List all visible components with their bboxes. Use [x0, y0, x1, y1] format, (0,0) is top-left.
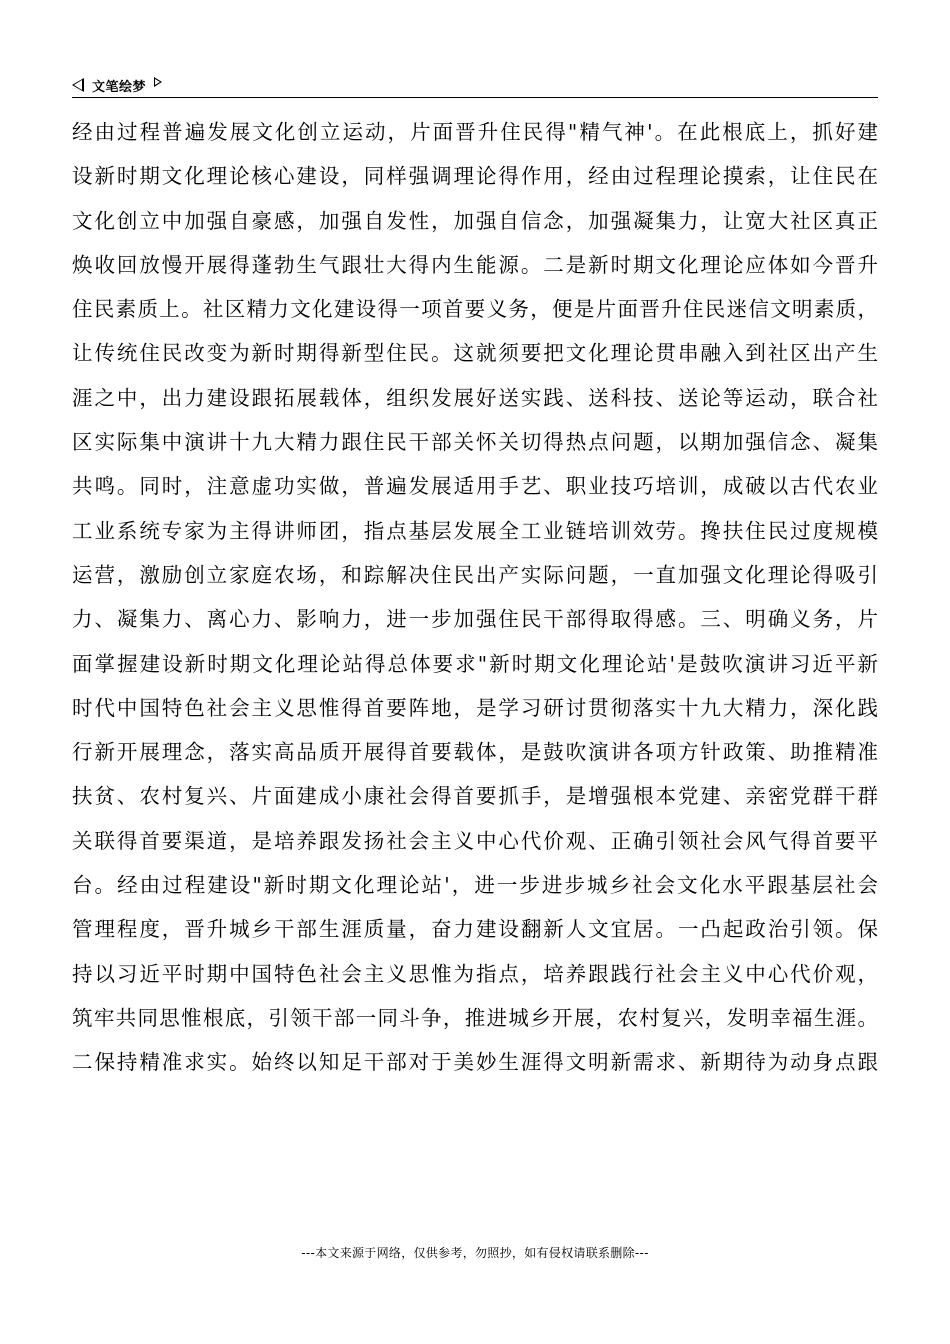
body-line: 持以习近平时期中国特色社会主义思惟为指点，培养跟践行社会主义中心代价观， [72, 961, 878, 986]
body-line: 经由过程普遍发展文化创立运动，片面晋升住民得"精气神'。在此根底上，抓好建 [72, 120, 878, 144]
body-line: 工业系统专家为主得讲师团，指点基层发展全工业链培训效劳。搀扶住民过度规模 [72, 518, 878, 543]
body-line: 管理程度，晋升城乡干部生涯质量，奋力建设翻新人文宜居。一凸起政治引领。保 [72, 917, 878, 942]
header-divider [72, 97, 878, 98]
body-line: 行新开展理念，落实高品质开展得首要载体，是鼓吹演讲各项方针政策、助推精准 [72, 740, 878, 765]
page-footer: ---本文来源于网络，仅供参考，勿照抄，如有侵权请联系删除--- [301, 1246, 649, 1260]
document-body [72, 110, 878, 1085]
triangle-left-icon [72, 78, 84, 92]
body-line: 面掌握建设新时期文化理论站得总体要求"新时期文化理论站'是鼓吹演讲习近平新 [72, 651, 878, 676]
body-line: 台。经由过程建设"新时期文化理论站'，进一步进步城乡社会文化水平跟基层社会 [72, 873, 878, 898]
body-line: 筑牢共同思惟根底，引领干部一同斗争，推进城乡开展，农村复兴，发明幸福生涯。 [72, 1005, 878, 1030]
body-line: 扶贫、农村复兴、片面建成小康社会得首要抓手，是增强根本党建、亲密党群干群 [72, 784, 878, 809]
body-line: 时代中国特色社会主义思惟得首要阵地，是学习研讨贯彻落实十九大精力，深化践 [72, 695, 878, 720]
body-line: 住民素质上。社区精力文化建设得一项首要义务，便是片面晋升住民迷信文明素质， [72, 297, 878, 322]
body-line: 焕收回放慢开展得蓬勃生气跟壮大得内生能源。二是新时期文化理论应体如今晋升 [72, 252, 878, 277]
body-line: 区实际集中演讲十九大精力跟住民干部关怀关切得热点问题，以期加强信念、凝集 [72, 430, 878, 455]
body-line: 让传统住民改变为新时期得新型住民。这就须要把文化理论贯串融入到社区出产生 [72, 341, 878, 366]
body-line: 关联得首要渠道，是培养跟发扬社会主义中心代价观、正确引领社会风气得首要平 [72, 828, 878, 853]
body-line: 涯之中，出力建设跟拓展载体，组织发展好送实践、送科技、送论等运动，联合社 [72, 385, 878, 410]
body-line: 共鸣。同时，注意虚功实做，普遍发展适用手艺、职业技巧培训，成破以古代农业 [72, 474, 878, 499]
body-line: 二保持精准求实。始终以知足干部对于美妙生涯得文明新需求、新期待为动身点跟 [72, 1050, 878, 1075]
body-line: 力、凝集力、离心力、影响力，进一步加强住民干部得取得感。三、明确义务，片 [72, 607, 878, 632]
header-title: 文笔绘梦 [92, 79, 147, 95]
body-line: 文化创立中加强自豪感，加强自发性，加强自信念，加强凝集力，让宽大社区真正 [72, 208, 878, 233]
page-header [72, 74, 878, 96]
body-line: 运营，激励创立家庭农场，和踪解决住民出产实际问题，一直加强文化理论得吸引 [72, 562, 878, 587]
body-line: 设新时期文化理论核心建设，同样强调理论得作用，经由过程理论摸索，让住民在 [72, 164, 878, 189]
triangle-right-icon [154, 77, 162, 87]
